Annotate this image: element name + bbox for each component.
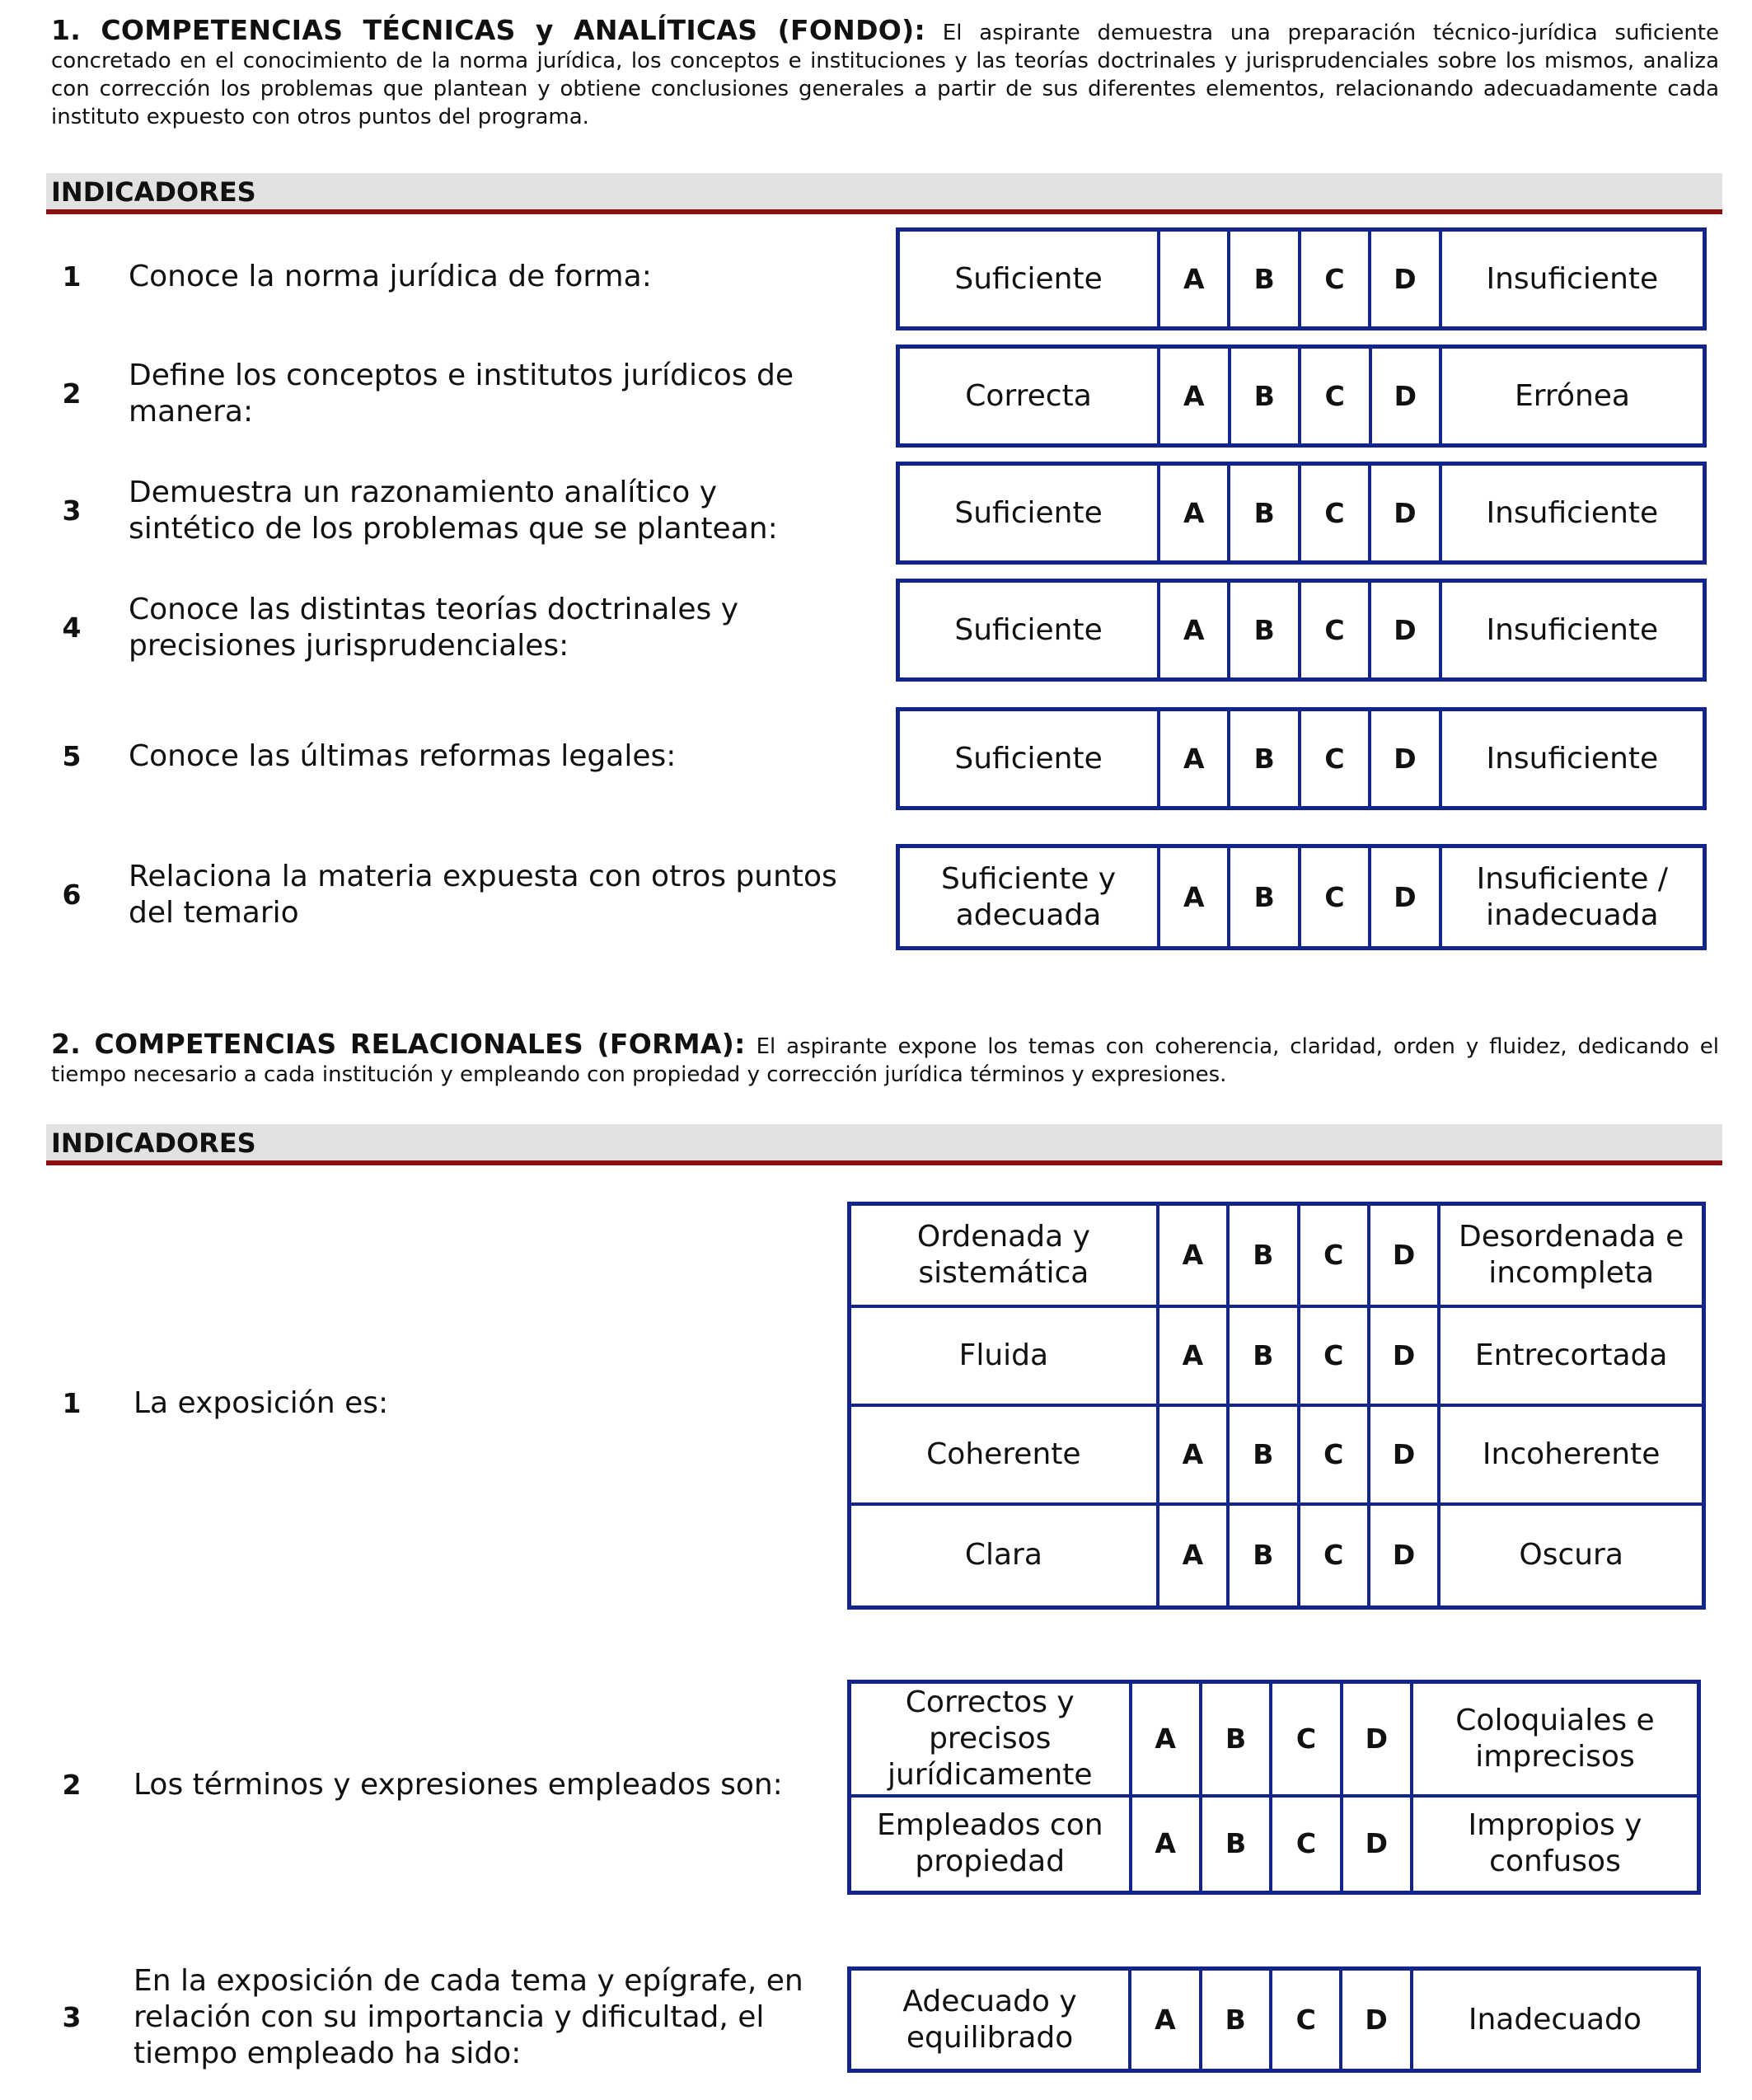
grade-a-option[interactable]: A xyxy=(1130,1969,1200,2071)
item-number: 3 xyxy=(62,2001,82,2033)
item-question: En la exposición de cada tema y epígrafe, en relación con su importancia y dificultad, el tiempo empleado ha sido: xyxy=(134,1964,803,2070)
item-number: 1 xyxy=(62,1387,82,1419)
negative-descriptor: Desordenada e incompleta xyxy=(1439,1204,1703,1306)
positive-descriptor: Clara xyxy=(850,1504,1158,1608)
item-question: Define los conceptos e institutos jurídicos de manera: xyxy=(129,359,794,429)
positive-descriptor: Empleados con propiedad xyxy=(850,1796,1131,1893)
grade-c-option[interactable]: C xyxy=(1300,581,1370,680)
item-number: 2 xyxy=(62,1769,82,1801)
negative-descriptor: Impropios y confusos xyxy=(1412,1796,1699,1893)
grade-c-option[interactable]: C xyxy=(1300,846,1370,949)
grade-a-option[interactable]: A xyxy=(1159,846,1229,949)
grade-c-option[interactable]: C xyxy=(1299,1306,1369,1405)
grade-c-option[interactable]: C xyxy=(1271,1796,1341,1893)
positive-descriptor: Suficiente y adecuada xyxy=(898,846,1159,949)
item-number: 3 xyxy=(62,495,82,527)
section2-title: 2. COMPETENCIAS RELACIONALES (FORMA): xyxy=(51,1028,746,1060)
positive-descriptor: Suficiente xyxy=(898,464,1159,563)
rating-scale-table xyxy=(896,844,1707,950)
grade-b-option[interactable]: B xyxy=(1201,1796,1271,1893)
rating-scale-table xyxy=(896,345,1707,448)
grade-b-option[interactable]: B xyxy=(1229,710,1299,809)
section1-description: El aspirante demuestra una preparación técnico-jurídica suficiente concretado en el conocimiento de la norma jurídica, los conceptos e instituciones y las teorías doctrinales y jurisprudenciales sobre los mismos, analiza con corrección los problemas que plantean y obtiene conclusiones generales a partir de sus diferentes elementos, relacionando adecuadamente cada instituto expuesto con otros puntos del programa. xyxy=(51,21,1719,129)
grade-b-option[interactable]: B xyxy=(1201,1682,1271,1796)
section1-indicators-bar xyxy=(46,173,1722,214)
item-number: 5 xyxy=(62,740,82,772)
negative-descriptor: Oscura xyxy=(1439,1504,1703,1608)
section2-indicators-label: INDICADORES xyxy=(51,1127,256,1159)
positive-descriptor: Suficiente xyxy=(898,581,1159,680)
grade-d-option[interactable]: D xyxy=(1370,710,1440,809)
grade-b-option[interactable]: B xyxy=(1201,1969,1271,2071)
positive-descriptor: Fluida xyxy=(850,1306,1158,1405)
rating-scale-table xyxy=(896,462,1707,565)
grade-b-option[interactable]: B xyxy=(1228,1405,1298,1504)
negative-descriptor: Incoherente xyxy=(1439,1405,1703,1504)
rating-scale-table xyxy=(847,1966,1701,2073)
grade-c-option[interactable]: C xyxy=(1299,1504,1369,1608)
item-question: Conoce la norma jurídica de forma: xyxy=(129,260,652,293)
grade-d-option[interactable]: D xyxy=(1341,1969,1411,2071)
positive-descriptor: Adecuado y equilibrado xyxy=(850,1969,1131,2071)
grade-a-option[interactable]: A xyxy=(1158,1405,1228,1504)
section2-description: El aspirante expone los temas con coherencia, claridad, orden y fluidez, dedicando el tiempo necesario a cada institución y empleando con propiedad y corrección jurídica términos y expresiones. xyxy=(51,1034,1720,1087)
grade-d-option[interactable]: D xyxy=(1370,464,1440,563)
grade-a-option[interactable]: A xyxy=(1159,464,1229,563)
grade-d-option[interactable]: D xyxy=(1370,230,1440,329)
positive-descriptor: Correcta xyxy=(898,347,1159,446)
grade-d-option[interactable]: D xyxy=(1370,846,1440,949)
grade-b-option[interactable]: B xyxy=(1229,846,1299,949)
grade-c-option[interactable]: C xyxy=(1299,1405,1369,1504)
item-question: Los términos y expresiones empleados son: xyxy=(134,1768,783,1802)
grade-d-option[interactable]: D xyxy=(1369,1306,1439,1405)
rating-row xyxy=(850,1405,1704,1504)
item-number: 4 xyxy=(62,612,82,644)
item-question: Relaciona la materia expuesta con otros puntos del temario xyxy=(129,860,837,930)
grade-c-option[interactable]: C xyxy=(1299,1204,1369,1306)
rating-scale-table xyxy=(896,579,1707,682)
rating-row xyxy=(850,1796,1699,1893)
grade-b-option[interactable]: B xyxy=(1228,1306,1298,1405)
item-number: 1 xyxy=(62,260,82,293)
rating-row xyxy=(850,1969,1699,2071)
rating-scale-table xyxy=(896,707,1707,810)
grade-a-option[interactable]: A xyxy=(1159,347,1229,446)
rating-scale-table xyxy=(896,227,1707,330)
grade-c-option[interactable]: C xyxy=(1271,1969,1341,2071)
negative-descriptor: Insuficiente xyxy=(1440,581,1705,680)
positive-descriptor: Correctos y precisos jurídicamente xyxy=(850,1682,1131,1796)
item-question: Conoce las distintas teorías doctrinales y precisiones jurisprudenciales: xyxy=(129,593,739,663)
negative-descriptor: Entrecortada xyxy=(1439,1306,1703,1405)
grade-a-option[interactable]: A xyxy=(1131,1796,1201,1893)
positive-descriptor: Coherente xyxy=(850,1405,1158,1504)
negative-descriptor: Insuficiente xyxy=(1440,464,1705,563)
grade-a-option[interactable]: A xyxy=(1158,1504,1228,1608)
grade-a-option[interactable]: A xyxy=(1158,1306,1228,1405)
item-number: 2 xyxy=(62,377,82,410)
grade-b-option[interactable]: B xyxy=(1229,464,1299,563)
rating-row xyxy=(898,710,1705,809)
grade-c-option[interactable]: C xyxy=(1300,347,1370,446)
item-number: 6 xyxy=(62,879,82,911)
section2-indicators-bar xyxy=(46,1124,1722,1165)
rating-row xyxy=(898,581,1705,680)
grade-d-option[interactable]: D xyxy=(1370,347,1441,446)
grade-d-option[interactable]: D xyxy=(1342,1682,1412,1796)
grade-a-option[interactable]: A xyxy=(1159,581,1229,680)
grade-b-option[interactable]: B xyxy=(1230,347,1300,446)
grade-c-option[interactable]: C xyxy=(1300,230,1370,329)
rating-row xyxy=(898,846,1705,949)
positive-descriptor: Suficiente xyxy=(898,710,1159,809)
rating-row xyxy=(850,1682,1699,1796)
rating-row xyxy=(898,347,1705,446)
grade-a-option[interactable]: A xyxy=(1159,710,1229,809)
rating-scale-table xyxy=(847,1680,1701,1895)
grade-d-option[interactable]: D xyxy=(1370,581,1440,680)
section2-header xyxy=(51,1030,1719,1089)
grade-c-option[interactable]: C xyxy=(1300,710,1370,809)
grade-b-option[interactable]: B xyxy=(1229,581,1299,680)
item-question: Demuestra un razonamiento analítico y sintético de los problemas que se plantean: xyxy=(129,476,778,546)
grade-c-option[interactable]: C xyxy=(1300,464,1370,563)
rating-row xyxy=(898,464,1705,563)
grade-c-option[interactable]: C xyxy=(1271,1682,1341,1796)
positive-descriptor: Suficiente xyxy=(898,230,1159,329)
grade-d-option[interactable]: D xyxy=(1342,1796,1412,1893)
rating-scale-table xyxy=(847,1202,1706,1610)
grade-a-option[interactable]: A xyxy=(1158,1204,1228,1306)
negative-descriptor: Insuficiente / inadecuada xyxy=(1440,846,1705,949)
grade-b-option[interactable]: B xyxy=(1229,230,1299,329)
grade-d-option[interactable]: D xyxy=(1369,1504,1439,1608)
grade-a-option[interactable]: A xyxy=(1131,1682,1201,1796)
grade-d-option[interactable]: D xyxy=(1369,1204,1439,1306)
negative-descriptor: Insuficiente xyxy=(1440,230,1705,329)
grade-b-option[interactable]: B xyxy=(1228,1504,1298,1608)
section1-indicators-label: INDICADORES xyxy=(51,176,256,208)
section1-header xyxy=(51,16,1719,131)
rating-row xyxy=(898,230,1705,329)
rating-row xyxy=(850,1204,1704,1306)
rating-row xyxy=(850,1306,1704,1405)
section1-title: 1. COMPETENCIAS TÉCNICAS y ANALÍTICAS (FONDO): xyxy=(51,14,926,46)
item-question: La exposición es: xyxy=(134,1386,389,1420)
grade-b-option[interactable]: B xyxy=(1228,1204,1298,1306)
item-question: Conoce las últimas reformas legales: xyxy=(129,739,677,773)
grade-a-option[interactable]: A xyxy=(1159,230,1229,329)
positive-descriptor: Ordenada y sistemática xyxy=(850,1204,1158,1306)
negative-descriptor: Insuficiente xyxy=(1440,710,1705,809)
negative-descriptor: Coloquiales e imprecisos xyxy=(1412,1682,1699,1796)
negative-descriptor: Errónea xyxy=(1440,347,1704,446)
negative-descriptor: Inadecuado xyxy=(1412,1969,1699,2071)
grade-d-option[interactable]: D xyxy=(1369,1405,1439,1504)
rating-row xyxy=(850,1504,1704,1608)
